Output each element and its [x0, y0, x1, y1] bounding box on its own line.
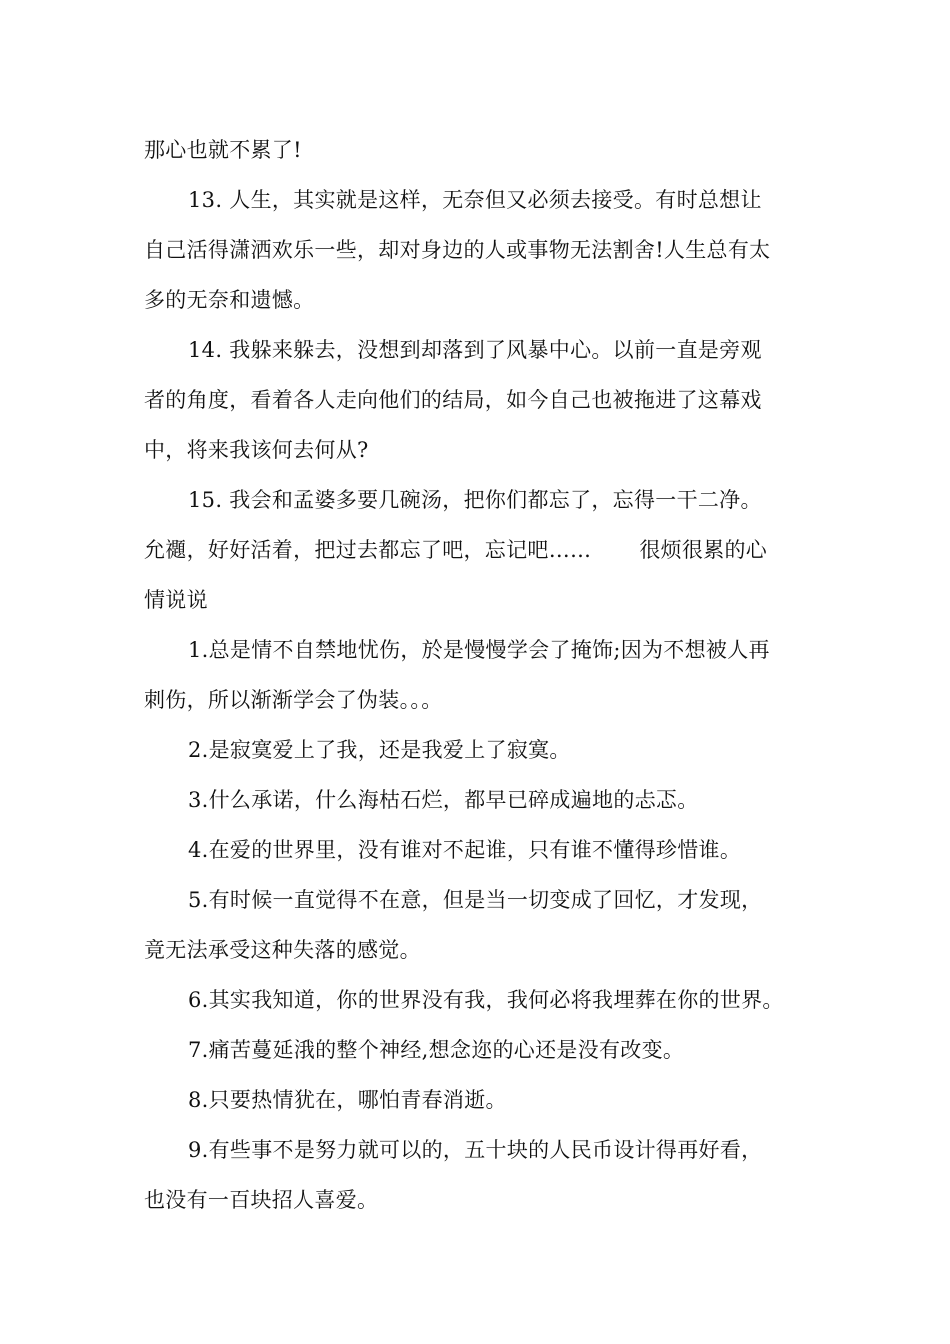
text-line: 者的角度，看着各人走向他们的结局，如今自己也被拖进了这幕戏: [144, 388, 762, 412]
text-line: 刺伤，所以渐渐学会了伪装。。。: [144, 688, 443, 712]
text-line: 也没有一百块招人喜爱。: [144, 1188, 379, 1212]
text-line: 5.有时候一直觉得不在意，但是当一切变成了回忆，才发现，: [188, 888, 763, 912]
text-line: 1.总是情不自禁地忧伤，於是慢慢学会了掩饰;因为不想被人再: [188, 638, 770, 662]
section-heading-start: 很烦很累的心: [639, 538, 768, 562]
text-line: 情说说: [144, 588, 208, 612]
text-line: 中，将来我该何去何从?: [144, 438, 369, 462]
text-line: 多的无奈和遗憾。: [144, 288, 315, 312]
text-segment: 允禵，好好活着，把过去都忘了吧，忘记吧……: [144, 538, 592, 562]
text-line: 3.什么承诺，什么海枯石烂，都早已碎成遍地的忐忑。: [188, 788, 699, 812]
text-line: 2.是寂寞爱上了我，还是我爱上了寂寞。: [188, 738, 571, 762]
text-line: 15. 我会和孟婆多要几碗汤，把你们都忘了，忘得一干二净。: [188, 488, 762, 512]
text-line: 14. 我躲来躲去，没想到却落到了风暴中心。以前一直是旁观: [188, 338, 762, 362]
text-line: 8.只要热情犹在，哪怕青春消逝。: [188, 1088, 507, 1112]
text-line: 自己活得潇洒欢乐一些，却对身边的人或事物无法割舍!人生总有太: [144, 238, 771, 262]
text-line: 4.在爱的世界里，没有谁对不起谁，只有谁不懂得珍惜谁。: [188, 838, 742, 862]
text-line: 13. 人生，其实就是这样，无奈但又必须去接受。有时总想让: [188, 188, 762, 212]
text-line: 那心也就不累了!: [144, 138, 302, 162]
text-line: 6.其实我知道，你的世界没有我，我何必将我埋葬在你的世界。: [188, 988, 784, 1012]
text-line: [144, 536, 824, 564]
text-line: 7.痛苦蔓延涐的整个神经,想念迩的心还是没有改变。: [188, 1038, 685, 1062]
text-line: 9.有些事不是努力就可以的，五十块的人民币设计得再好看，: [188, 1138, 763, 1162]
text-line: 竟无法承受这种失落的感觉。: [144, 938, 421, 962]
